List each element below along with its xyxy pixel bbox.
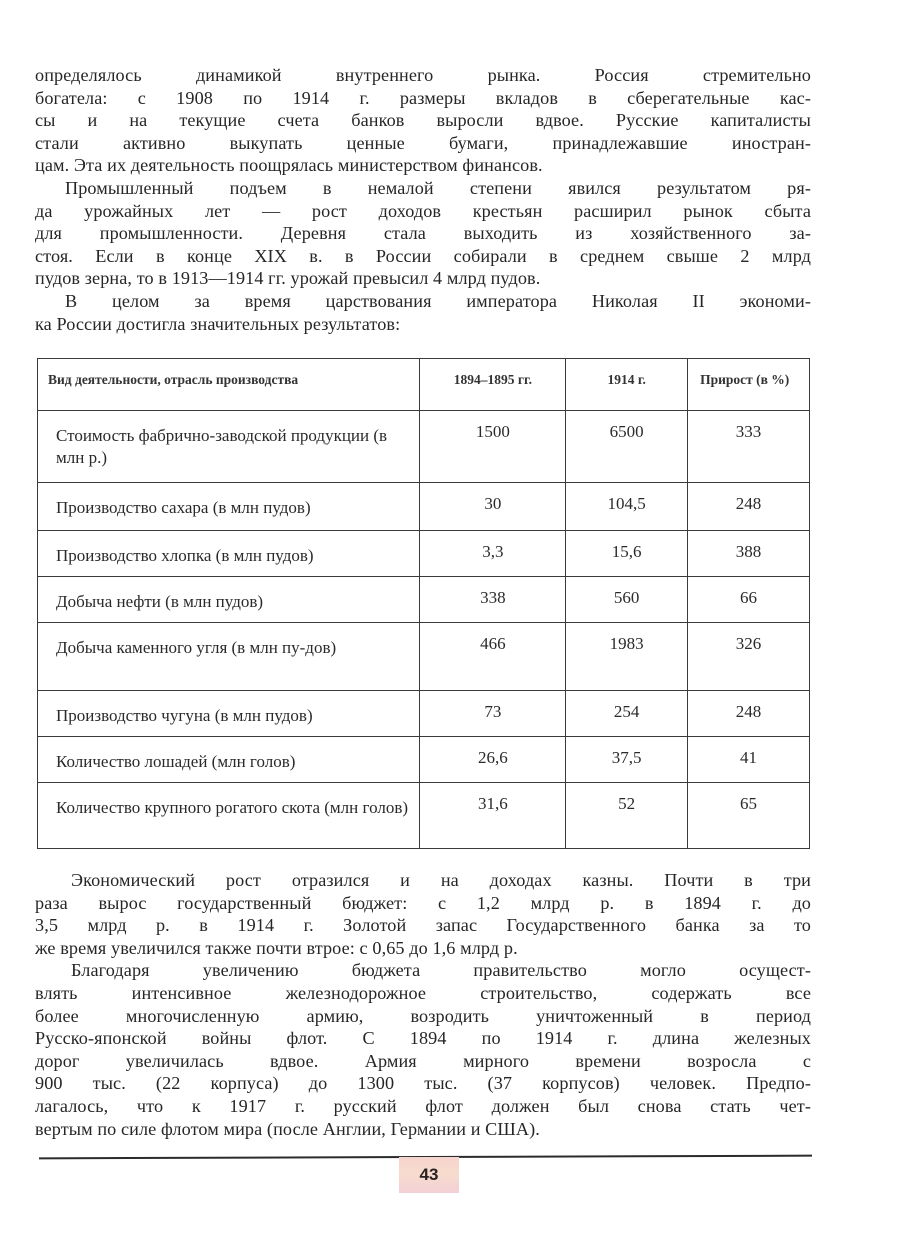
text-line: дорог увеличилась вдвое. Армия мирного времени возросла с xyxy=(35,1050,811,1071)
header-1894-1895: 1894–1895 гг. xyxy=(420,359,566,411)
text-block-bottom xyxy=(35,869,811,1140)
text-line: ка России достигла значительных результатов: xyxy=(35,313,401,334)
table-row xyxy=(38,783,810,849)
table-row xyxy=(38,623,810,691)
text-line: сы и на текущие счета банков выросли вдвое. Русские капиталисты xyxy=(35,110,811,131)
cell-growth: 65 xyxy=(688,783,810,849)
text-line: Промышленный подъем в немалой степени явился результатом ря- xyxy=(65,177,811,198)
text-line: влять интенсивное железнодорожное строительство, содержать все xyxy=(35,982,811,1003)
cell-growth: 248 xyxy=(688,691,810,737)
text-line: же время увеличился также почти втрое: с 0,65 до 1,6 млрд р. xyxy=(35,937,518,958)
text-line: более многочисленную армию, возродить уничтоженный в период xyxy=(35,1005,811,1026)
cell-1914: 15,6 xyxy=(566,531,688,577)
text-line: Русско-японской войны флот. С 1894 по 1914 г. длина железных xyxy=(35,1028,811,1049)
cell-1894-1895: 466 xyxy=(420,623,566,691)
page-number-badge xyxy=(399,1157,459,1193)
economy-statistics-table xyxy=(37,358,810,849)
table-row xyxy=(38,483,810,531)
cell-1894-1895: 1500 xyxy=(420,411,566,483)
text-block-top xyxy=(35,64,811,335)
header-activity: Вид деятельности, отрасль производства xyxy=(38,359,420,411)
cell-1894-1895: 73 xyxy=(420,691,566,737)
text-line: да урожайных лет — рост доходов крестьян расширил рынок сбыта xyxy=(35,200,811,221)
table-row xyxy=(38,531,810,577)
cell-activity: Производство сахара (в млн пудов) xyxy=(38,483,420,531)
text-line: цам. Эта их деятельность поощрялась министерством финансов. xyxy=(35,155,543,176)
paragraph-4 xyxy=(35,869,811,959)
table-row xyxy=(38,691,810,737)
text-line: 3,5 млрд р. в 1914 г. Золотой запас Государственного банка за то xyxy=(35,915,811,936)
cell-growth: 333 xyxy=(688,411,810,483)
text-line: В целом за время царствования императора Николая II экономи- xyxy=(65,290,811,311)
text-line: раза вырос государственный бюджет: с 1,2 млрд р. в 1894 г. до xyxy=(35,892,811,913)
cell-growth: 248 xyxy=(688,483,810,531)
cell-1914: 37,5 xyxy=(566,737,688,783)
cell-1914: 560 xyxy=(566,577,688,623)
cell-activity: Производство хлопка (в млн пудов) xyxy=(38,531,420,577)
cell-activity: Стоимость фабрично-заводской продукции (в млн р.) xyxy=(38,411,420,483)
cell-growth: 326 xyxy=(688,623,810,691)
paragraph-5 xyxy=(35,959,811,1140)
page-number: 43 xyxy=(419,1165,439,1184)
text-line: лагалось, что к 1917 г. русский флот должен был снова стать чет- xyxy=(35,1095,811,1116)
text-line: стали активно выкупать ценные бумаги, принадлежавшие иностран- xyxy=(35,132,811,153)
text-line: пудов зерна, то в 1913—1914 гг. урожай превысил 4 млрд пудов. xyxy=(35,268,541,289)
table-header-row xyxy=(38,359,810,411)
header-growth: Прирост (в %) xyxy=(688,359,810,411)
cell-1914: 52 xyxy=(566,783,688,849)
paragraph-2 xyxy=(35,177,811,290)
table-row xyxy=(38,577,810,623)
text-line: Благодаря увеличению бюджета правительство могло осущест- xyxy=(71,960,811,981)
cell-growth: 41 xyxy=(688,737,810,783)
cell-1894-1895: 31,6 xyxy=(420,783,566,849)
cell-activity: Добыча нефти (в млн пудов) xyxy=(38,577,420,623)
cell-growth: 66 xyxy=(688,577,810,623)
cell-1894-1895: 3,3 xyxy=(420,531,566,577)
paragraph-3 xyxy=(35,290,811,335)
cell-1894-1895: 26,6 xyxy=(420,737,566,783)
cell-1914: 6500 xyxy=(566,411,688,483)
text-line: богатела: с 1908 по 1914 г. размеры вкладов в сберегательные кас- xyxy=(35,87,811,108)
cell-1894-1895: 30 xyxy=(420,483,566,531)
table-row xyxy=(38,411,810,483)
header-1914: 1914 г. xyxy=(566,359,688,411)
paragraph-1 xyxy=(35,64,811,177)
text-line: для промышленности. Деревня стала выходить из хозяйственного за- xyxy=(35,223,811,244)
cell-growth: 388 xyxy=(688,531,810,577)
cell-activity: Добыча каменного угля (в млн пу-дов) xyxy=(38,623,420,691)
cell-activity: Производство чугуна (в млн пудов) xyxy=(38,691,420,737)
cell-activity: Количество лошадей (млн голов) xyxy=(38,737,420,783)
text-line: стоя. Если в конце XIX в. в России собирали в среднем свыше 2 млрд xyxy=(35,245,811,266)
cell-1914: 254 xyxy=(566,691,688,737)
text-line: определялось динамикой внутреннего рынка. Россия стремительно xyxy=(35,65,811,85)
cell-activity: Количество крупного рогатого скота (млн голов) xyxy=(38,783,420,849)
cell-1914: 1983 xyxy=(566,623,688,691)
cell-1894-1895: 338 xyxy=(420,577,566,623)
text-line: 900 тыс. (22 корпуса) до 1300 тыс. (37 корпусов) человек. Предпо- xyxy=(35,1073,811,1094)
table-row xyxy=(38,737,810,783)
text-line: Экономический рост отразился и на доходах казны. Почти в три xyxy=(71,870,811,890)
text-line: вертым по силе флотом мира (после Англии, Германии и США). xyxy=(35,1118,540,1139)
cell-1914: 104,5 xyxy=(566,483,688,531)
